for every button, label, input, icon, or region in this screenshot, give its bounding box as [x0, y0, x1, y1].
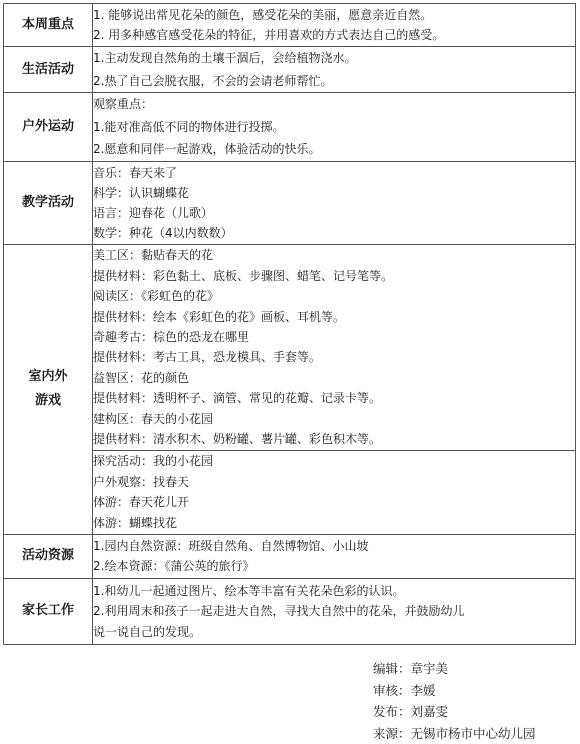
row-content: [93, 93, 576, 162]
credit-reviewer: 审核：李媛: [373, 680, 536, 702]
credit-source: 来源：无锡市杨市中心幼儿园: [373, 723, 536, 744]
row-daily-life: [4, 47, 576, 93]
content-line: 1. 能够说出常见花朵的颜色，感受花朵的美丽，愿意亲近自然。: [93, 5, 575, 25]
content-line: 益智区：花的颜色: [93, 368, 575, 388]
row-label-line: 游戏: [4, 392, 92, 410]
row-outdoor-exercise: [4, 93, 576, 162]
credit-publisher: 发布：刘嘉雯: [373, 701, 536, 723]
content-line: 1.和幼儿一起通过图片、绘本等丰富有关花朵色彩的认识。: [93, 581, 575, 602]
row-label: [4, 244, 93, 534]
row-content: [93, 450, 576, 534]
row-content: [93, 161, 576, 244]
content-line: 科学：认识蝴蝶花: [93, 183, 575, 203]
row-weekly-focus: [4, 4, 576, 47]
row-label: 生活活动: [4, 47, 93, 93]
row-content: [93, 244, 576, 450]
row-label: 教学活动: [4, 161, 93, 244]
content-line: 2.利用周末和孩子一起走进大自然，寻找大自然中的花朵，并鼓励幼儿: [93, 601, 575, 622]
content-line: 奇趣考古：棕色的恐龙在哪里: [93, 327, 575, 347]
content-line: 建构区：春天的小花园: [93, 409, 575, 429]
row-content: [93, 578, 576, 644]
row-parent-work: [4, 578, 576, 644]
row-label: 户外运动: [4, 93, 93, 162]
content-line: 美工区：黏贴春天的花: [93, 245, 575, 265]
row-content: [93, 4, 576, 47]
content-line: 观察重点：: [93, 93, 575, 116]
content-line: 提供材料：透明杯子、滴管、常见的花瓣、记录卡等。: [93, 388, 575, 408]
credit-editor: 编辑：章宇美: [373, 658, 536, 680]
content-line: 语言：迎春花（儿歌）: [93, 203, 575, 223]
content-line: 音乐：春天来了: [93, 163, 575, 183]
content-line: 2. 用多种感官感受花朵的特征，并用喜欢的方式表达自己的感受。: [93, 25, 575, 45]
row-teaching: [4, 161, 576, 244]
row-content: [93, 47, 576, 93]
content-line: 1.能对准高低不同的物体进行投掷。: [93, 116, 575, 139]
content-line: 说一说自己的发现。: [93, 622, 575, 643]
content-line: 数学：种花（4以内数数）: [93, 223, 575, 243]
row-games-indoor: [4, 244, 576, 450]
content-line: 2.绘本资源：《蒲公英的旅行》: [93, 556, 575, 576]
row-label: 本周重点: [4, 4, 93, 47]
row-content: [93, 534, 576, 578]
content-line: 体游：蝴蝶找花: [93, 513, 575, 534]
content-line: 提供材料：彩色黏土、底板、步骤图、蜡笔、记号笔等。: [93, 266, 575, 286]
content-line: 阅读区：《彩虹色的花》: [93, 286, 575, 306]
content-line: 户外观察：找春天: [93, 472, 575, 493]
row-resources: [4, 534, 576, 578]
content-line: 提供材料：绘本《彩虹色的花》画板、耳机等。: [93, 307, 575, 327]
content-line: 2.愿意和同伴一起游戏，体验活动的快乐。: [93, 138, 575, 161]
credits-block: [373, 658, 536, 744]
content-line: 提供材料：清水积木、奶粉罐、薯片罐、彩色积木等。: [93, 429, 575, 449]
content-line: 1.主动发现自然角的土壤干涸后，会给植物浇水。: [93, 47, 575, 70]
row-label: 活动资源: [4, 534, 93, 578]
row-label: 家长工作: [4, 578, 93, 644]
weekly-plan-table: [3, 3, 576, 645]
content-line: 1.园内自然资源：班级自然角、自然博物馆、小山坡: [93, 536, 575, 556]
content-line: 探究活动：我的小花园: [93, 451, 575, 472]
row-label-line: 室内外: [4, 368, 92, 386]
content-line: 体游：春天花儿开: [93, 492, 575, 513]
content-line: 2.热了自己会脱衣服，不会的会请老师帮忙。: [93, 70, 575, 93]
content-line: 提供材料：考古工具，恐龙模具、手套等。: [93, 347, 575, 367]
